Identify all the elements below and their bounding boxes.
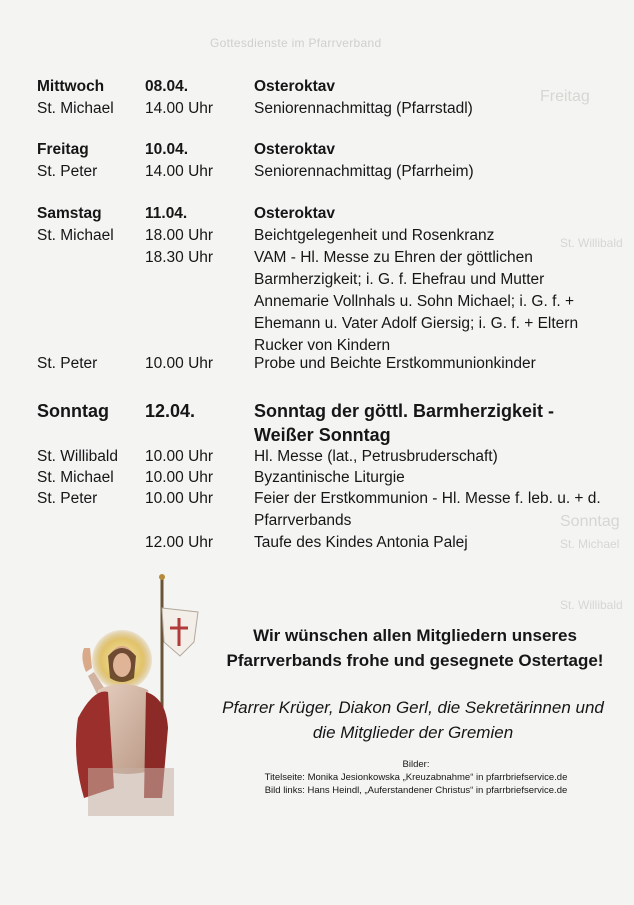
signature-line: Pfarrer Krüger, Diakon Gerl, die Sekretärinnen und <box>222 698 604 717</box>
day-name: Mittwoch <box>37 78 105 95</box>
schedule-entry <box>0 353 634 375</box>
day-title: Sonntag der göttl. Barmherzigkeit - <box>254 401 555 421</box>
event-text: Pfarrverbands <box>254 512 352 529</box>
schedule-entry <box>0 98 634 120</box>
day-title: Osteroktav <box>254 78 335 95</box>
event-text: Taufe des Kindes Antonia Palej <box>254 534 468 551</box>
staff-finial <box>159 574 165 580</box>
event-time: 12.00 Uhr <box>145 534 214 551</box>
schedule-entry <box>0 247 634 269</box>
risen-christ-image <box>48 568 224 818</box>
day-date: 11.04. <box>145 205 188 222</box>
day-date: 10.04. <box>145 141 189 158</box>
event-text: Probe und Beichte Erstkommunionkinder <box>254 355 536 372</box>
event-time: 10.00 Uhr <box>145 490 214 507</box>
day-date: 08.04. <box>145 78 189 95</box>
schedule-entry <box>0 467 634 489</box>
event-text: Annemarie Vollnhals u. Sohn Michael; i. G. f. + <box>254 293 575 310</box>
day-title: Osteroktav <box>254 141 335 158</box>
event-text: Seniorennachmittag (Pfarrstadl) <box>254 100 473 117</box>
event-text: Hl. Messe (lat., Petrusbruderschaft) <box>254 448 498 465</box>
schedule-day-header <box>0 203 634 225</box>
event-time: 14.00 Uhr <box>145 100 214 117</box>
bleed-through-text: St. Willibald <box>560 236 623 250</box>
schedule-entry-continued <box>0 313 634 335</box>
credits-line: Bild links: Hans Heindl, „Auferstandener Christus“ in pfarrbriefservice.de <box>264 785 568 796</box>
day-date: 12.04. <box>145 401 196 421</box>
event-time: 10.00 Uhr <box>145 355 214 372</box>
event-time: 10.00 Uhr <box>145 448 214 465</box>
schedule-day-header <box>0 76 634 98</box>
event-time: 10.00 Uhr <box>145 469 214 486</box>
credits-heading: Bilder: <box>402 759 430 770</box>
schedule-day-header <box>0 139 634 161</box>
schedule-entry <box>0 161 634 183</box>
schedule-entry-continued <box>0 291 634 313</box>
event-text: Byzantinische Liturgie <box>254 469 405 486</box>
bleed-through-text: St. Willibald <box>560 598 623 612</box>
bleed-through-heading: Gottesdienste im Pfarrverband <box>210 36 382 50</box>
bleed-through-text: Freitag <box>540 88 590 105</box>
lower-figure <box>88 768 174 816</box>
event-text: Seniorennachmittag (Pfarrheim) <box>254 163 474 180</box>
church-name: St. Michael <box>37 469 114 486</box>
event-time: 18.30 Uhr <box>145 249 214 266</box>
face <box>113 653 131 677</box>
schedule-entry <box>0 488 634 510</box>
schedule-entry <box>0 532 634 554</box>
church-name: St. Michael <box>37 100 114 117</box>
event-text: Barmherzigkeit; i. G. f. Ehefrau und Mutter <box>254 271 545 288</box>
event-text: Ehemann u. Vater Adolf Giersig; i. G. f. + Eltern <box>254 315 579 332</box>
credits-line: Titelseite: Monika Jesionkowska „Kreuzabnahme“ in pfarrbriefservice.de <box>264 772 568 783</box>
church-name: St. Willibald <box>37 448 118 465</box>
event-time: 14.00 Uhr <box>145 163 214 180</box>
church-name: St. Peter <box>37 355 98 372</box>
event-text: VAM - Hl. Messe zu Ehren der göttlichen <box>254 249 533 266</box>
schedule-day-header-continued <box>0 423 634 447</box>
event-time: 18.00 Uhr <box>145 227 214 244</box>
raised-hand <box>82 648 92 672</box>
day-title: Osteroktav <box>254 205 335 222</box>
greeting-line: Wir wünschen allen Mitgliedern unseres <box>253 626 577 645</box>
event-text: Rucker von Kindern <box>254 337 391 354</box>
schedule-entry <box>0 446 634 468</box>
church-name: St. Michael <box>37 227 114 244</box>
schedule-day-header <box>0 399 634 423</box>
schedule-entry-continued <box>0 510 634 532</box>
schedule-entry-continued <box>0 269 634 291</box>
greeting-line: Pfarrverbands frohe und gesegnete Ostertage! <box>226 651 604 670</box>
day-name: Freitag <box>37 141 89 158</box>
schedule-entry <box>0 225 634 247</box>
event-text: Feier der Erstkommunion - Hl. Messe f. leb. u. + d. <box>254 490 601 507</box>
bleed-through-text: St. Michael <box>560 537 620 551</box>
day-name: Samstag <box>37 205 102 222</box>
bleed-through-text: Sonntag <box>560 513 620 530</box>
church-name: St. Peter <box>37 490 98 507</box>
church-name: St. Peter <box>37 163 98 180</box>
signature-line: die Mitglieder der Gremien <box>312 723 514 742</box>
day-name: Sonntag <box>37 401 109 421</box>
event-text: Beichtgelegenheit und Rosenkranz <box>254 227 495 244</box>
day-title: Weißer Sonntag <box>254 425 391 445</box>
